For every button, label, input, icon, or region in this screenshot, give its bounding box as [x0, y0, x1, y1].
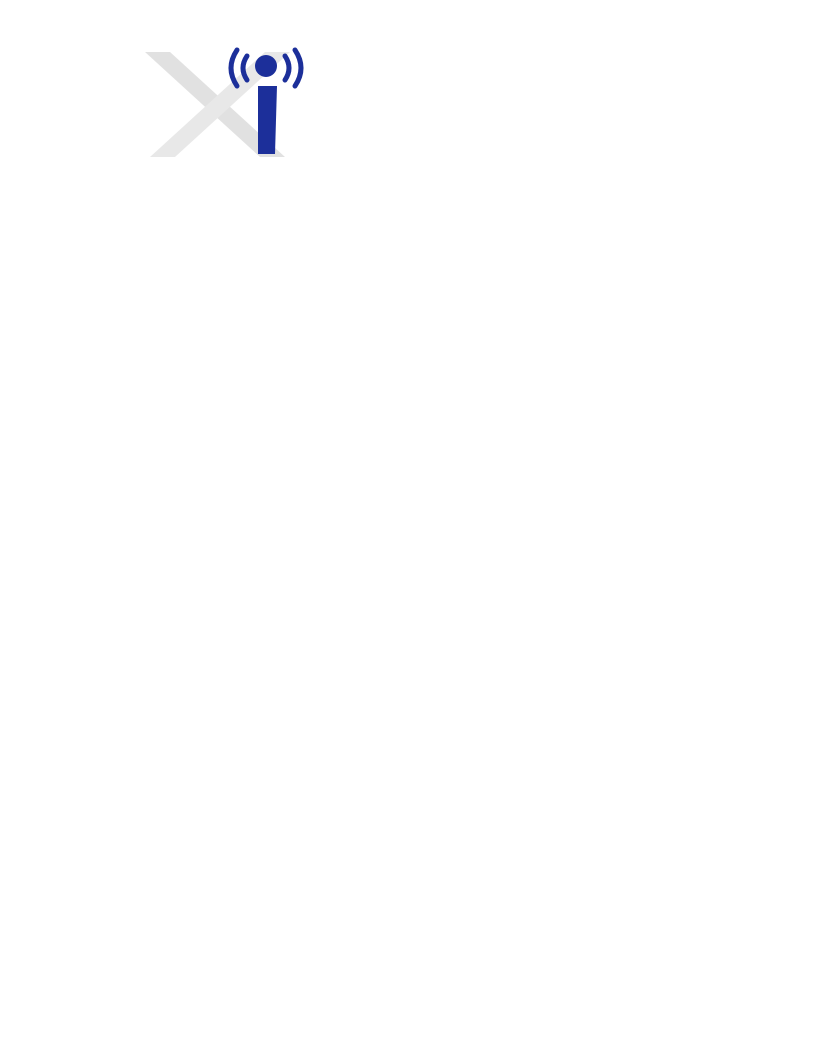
logo-i-dot	[255, 55, 277, 77]
company-logo	[125, 42, 695, 167]
logo-i-stem	[258, 86, 277, 154]
